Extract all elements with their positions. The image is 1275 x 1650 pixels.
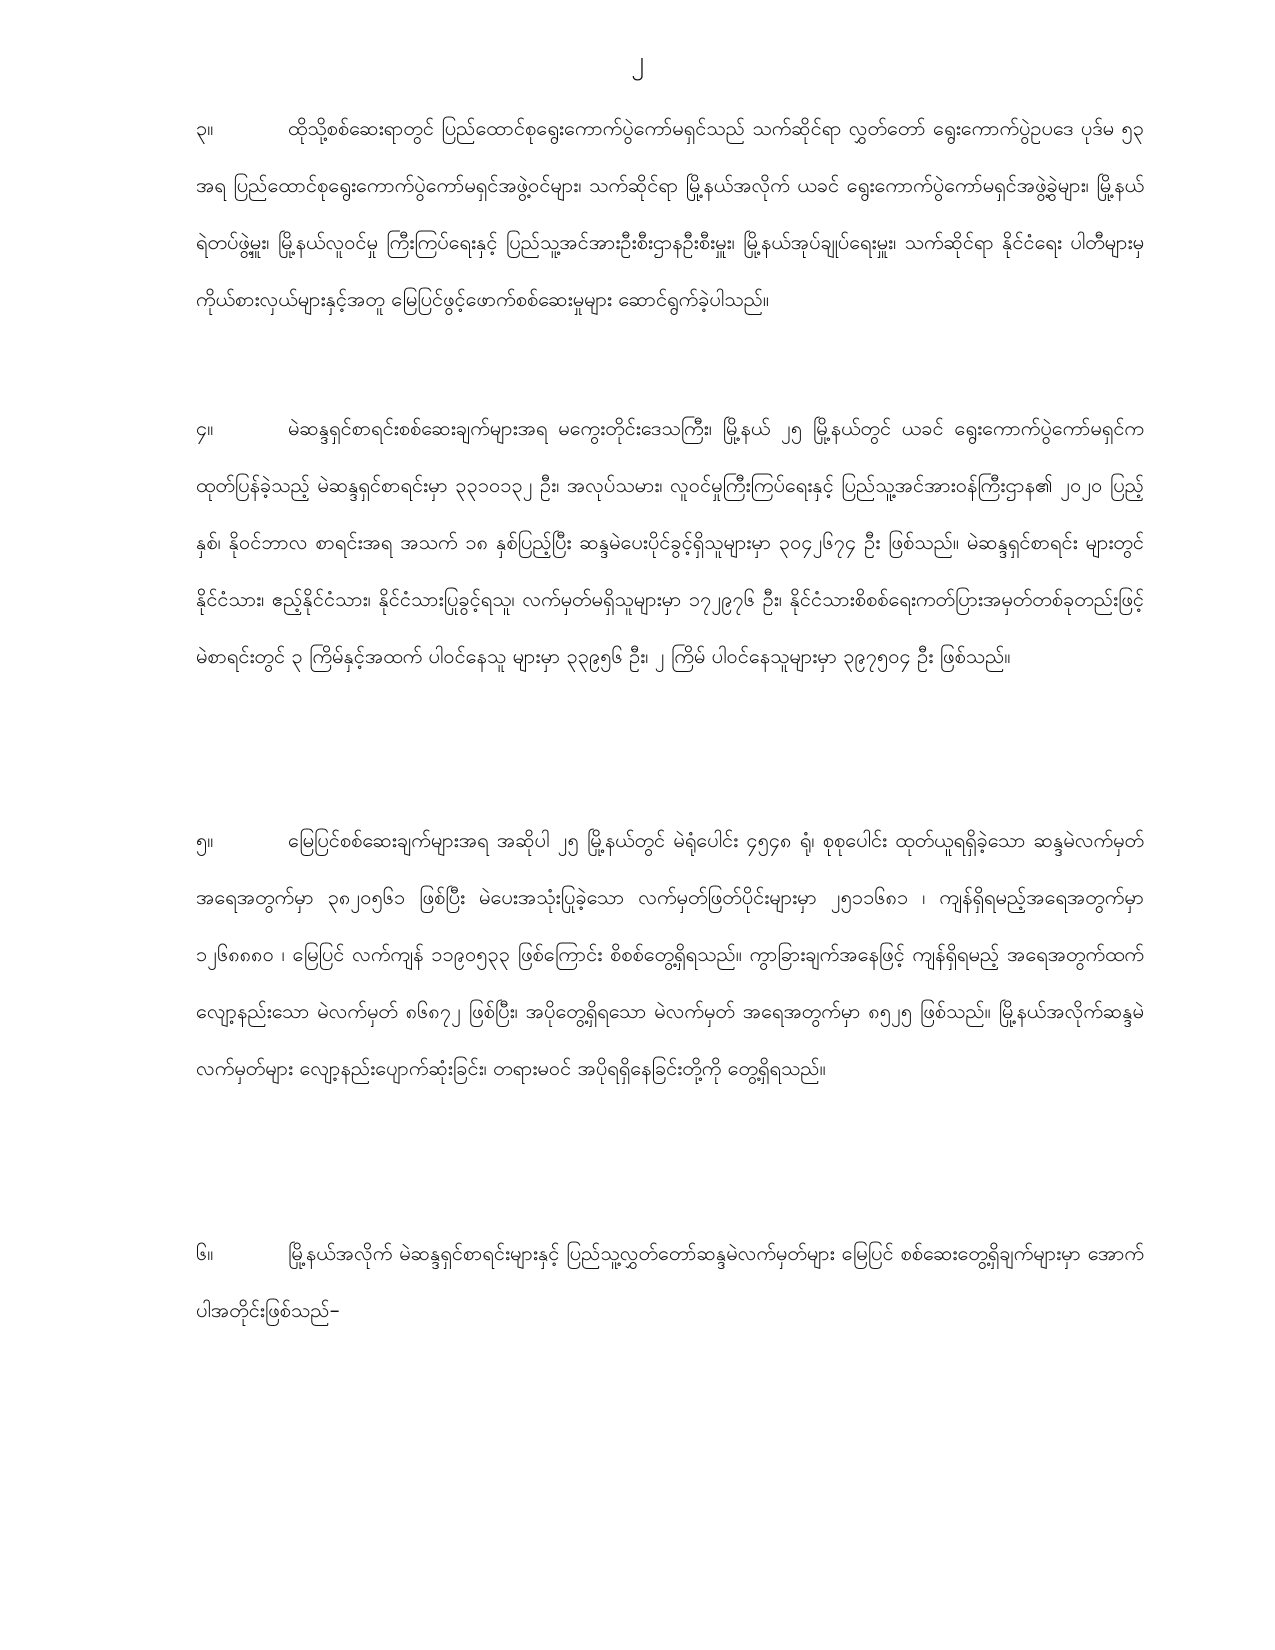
paragraph-number: ၄။ xyxy=(196,416,214,440)
paragraph-number: ၆။ xyxy=(196,1241,214,1265)
paragraph-number: ၃။ xyxy=(196,116,214,140)
paragraph-text: မဲဆန္ဒရှင်စာရင်းစစ်ဆေးချက်များအရ မကွေးတိုင်းဒေသကြီး၊ မြို့နယ် ၂၅ မြို့နယ်တွင် ယခင် ရွေးကောက်ပွဲကော်မရှင်က ထုတ်ပြန်ခဲ့သည့် မဲဆန္ဒရှင်စာရင်းမှာ ၃၃၁၀၁၃၂ ဦး၊ အလုပ်သမား၊ လူဝင်မှုကြီးကြပ်ရေးနှင့် ပြည်သူ့အင်အားဝန်ကြီးဌာန၏ ၂၀၂၀ ပြည့်နှစ်၊ နိုဝင်ဘာလ စာရင်းအရ အသက် ၁၈ နှစ်ပြည့်ပြီး ဆန္ဒမဲပေးပိုင်ခွင့်ရှိသူများမှာ ၃၀၄၂၆၇၄ ဦး ဖြစ်သည်။ မဲဆန္ဒရှင်စာရင်း များတွင် နိုင်ငံသား၊ ဧည့်နိုင်ငံသား၊ နိုင်ငံသားပြုခွင့်ရသူ၊ လက်မှတ်မရှိသူများမှာ ၁၇၂၉၇၆ ဦး၊ နိုင်ငံသားစိစစ်ရေးကတ်ပြားအမှတ်တစ်ခုတည်းဖြင့် မဲစာရင်းတွင် ၃ ကြိမ်နှင့်အထက် ပါဝင်နေသူ များမှာ ၃၃၉၅၆ ဦး၊ ၂ ကြိမ် ပါဝင်နေသူများမှာ ၃၉၇၅၀၄ ဦး ဖြစ်သည်။ xyxy=(196,416,1144,668)
paragraph-5 xyxy=(196,812,1144,1097)
paragraph-text: မြေပြင်စစ်ဆေးချက်များအရ အဆိုပါ ၂၅ မြို့နယ်တွင် မဲရုံပေါင်း ၄၅၄၈ ရုံ၊ စုစုပေါင်း ထုတ်ယူရရှိခဲ့သော ဆန္ဒမဲလက်မှတ်အရေအတွက်မှာ ၃၈၂၀၅၆၁ ဖြစ်ပြီး မဲပေးအသုံးပြုခဲ့သော လက်မှတ်ဖြတ်ပိုင်းများမှာ ၂၅၁၁၆၈၁ ၊ ကျန်ရှိရမည့်အရေအတွက်မှာ ၁၂၆၈၈၈၀ ၊ မြေပြင် လက်ကျန် ၁၁၉၀၅၃၃ ဖြစ်ကြောင်း စိစစ်တွေ့ရှိရသည်။ ကွာခြားချက်အနေဖြင့် ကျန်ရှိရမည့် အရေအတွက်ထက် လျော့နည်းသော မဲလက်မှတ် ၈၆၈၇၂ ဖြစ်ပြီး၊ အပိုတွေ့ရှိရသော မဲလက်မှတ် အရေအတွက်မှာ ၈၅၂၅ ဖြစ်သည်။ မြို့နယ်အလိုက်ဆန္ဒမဲလက်မှတ်များ လျော့နည်းပျောက်ဆုံးခြင်း၊ တရားမဝင် အပိုရရှိနေခြင်းတို့ကို တွေ့ရှိရသည်။ xyxy=(196,828,1144,1080)
paragraph-4 xyxy=(196,400,1144,685)
paragraph-text: ထိုသို့စစ်ဆေးရာတွင် ပြည်ထောင်စုရွေးကောက်ပွဲကော်မရှင်သည် သက်ဆိုင်ရာ လွှတ်တော် ရွေးကောက်ပွဲဥပဒေ ပုဒ်မ ၅၃ အရ ပြည်ထောင်စုရွေးကောက်ပွဲကော်မရှင်အဖွဲ့ဝင်များ၊ သက်ဆိုင်ရာ မြို့နယ်အလိုက် ယခင် ရွေးကောက်ပွဲကော်မရှင်အဖွဲ့ခွဲများ၊ မြို့နယ်ရဲတပ်ဖွဲ့မှူး၊ မြို့နယ်လူဝင်မှု ကြီးကြပ်ရေးနှင့် ပြည်သူ့အင်အားဦးစီးဌာနဦးစီးမှူး၊ မြို့နယ်အုပ်ချုပ်ရေးမှူး၊ သက်ဆိုင်ရာ နိုင်ငံရေး ပါတီများမှ ကိုယ်စားလှယ်များနှင့်အတူ မြေပြင်ဖွင့်ဖောက်စစ်ဆေးမှုများ ဆောင်ရွက်ခဲ့ပါသည်။ xyxy=(196,116,1144,311)
page-number: ၂ xyxy=(631,46,644,76)
paragraph-text: မြို့နယ်အလိုက် မဲဆန္ဒရှင်စာရင်းများနှင့် ပြည်သူ့လွှတ်တော်ဆန္ဒမဲလက်မှတ်များ မြေပြင် စစ်ဆေးတွေ့ရှိချက်များမှာ အောက်ပါအတိုင်းဖြစ်သည်– xyxy=(196,1241,1144,1322)
paragraph-3 xyxy=(196,100,1144,328)
paragraph-number: ၅။ xyxy=(196,828,214,852)
paragraph-6 xyxy=(196,1225,1144,1339)
